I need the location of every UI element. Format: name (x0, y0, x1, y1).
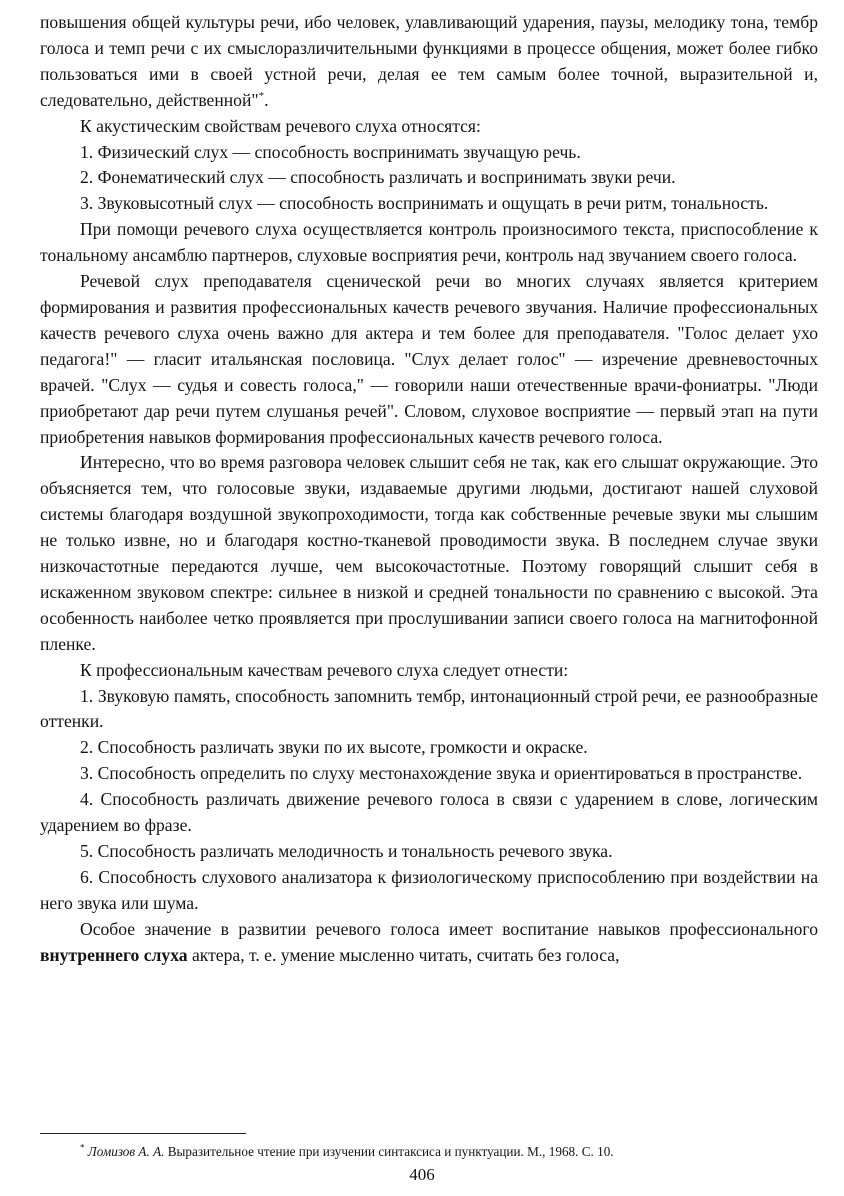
footnote (80, 1143, 820, 1160)
paragraph-last (40, 917, 818, 969)
paragraph: Речевой слух преподавателя сценической речи во многих случаях является критерием формирования и развития профессиональных качеств речевого звучания. Наличие профессиональных качеств речевого слуха очень важно для актера и тем более для преподавателя. "Голос делает ухо педагога!" — гласит итальянская пословица. "Слух делает голос" — изречение древневосточных врачей. "Слух — судья и совесть голоса," — говорили наши отечественные врачи-фониатры. "Люди приобретают дар речи путем слушанья речей". Словом, слуховое восприятие — первый этап на пути приобретения навыков формирования профессиональных качеств речевого голоса. (40, 271, 818, 447)
list-item: 5. Способность различать мелодичность и тональность речевого звука. (80, 841, 613, 861)
list-item: 2. Фонематический слух — способность различать и воспринимать звуки речи. (80, 167, 676, 188)
bold-term: внутреннего слуха (40, 944, 188, 965)
list-item: 3. Звуковысотный слух — способность воспринимать и ощущать в речи ритм, тональность. (80, 193, 769, 214)
paragraph: Интересно, что во время разговора человек слышит себя не так, как его слышат окружающие. Это объясняется тем, что голосовые звуки, издаваемые другими людьми, достигают нашей слуховой системы благодаря воздушной звукопроходимости, тогда как собственные речевые звуки мы слышим не только извне, но и благодаря костно-тканевой проводимости звука. В последнем случае звуки низкочастотные передаются лучше, чем высокочастотные. Поэтому говорящий слышит себя в искаженном звуковом спектре: сильнее в низкой и средней тональности по сравнению с высокой. Эта особенность наиболее четко проявляется при прослушивании записи своего голоса на магнитофонной пленке. (40, 452, 818, 654)
page-body (40, 10, 818, 969)
page-number: 406 (409, 1165, 435, 1184)
footnote-author: Ломизов А. А. (87, 1144, 165, 1159)
list-item: 2. Способность различать звуки по их высоте, громкости и окраске. (80, 737, 588, 758)
list-item: 4. Способность различать движение речевого голоса в связи с ударением в слове, логическим ударением во фразе. (40, 789, 818, 836)
footnote-reference: * (258, 89, 265, 102)
paragraph-text: актера, т. е. умение мысленно читать, считать без голоса, (187, 944, 620, 965)
paragraph-continuation: повышения общей культуры речи, ибо человек, улавливающий ударения, паузы, мелодику тона, тембр голоса и темп речи с их смыслоразличительными функциями в процессе общения, может более гибко пользоваться ими в своей устной речи, делая ее тем самым более точной, выразительной и, следовательно, действенной"*. (40, 12, 818, 110)
list-item: 6. Способность слухового анализатора к физиологическому приспособлению при воздействии на него звука или шума. (40, 866, 818, 913)
paragraph: К профессиональным качествам речевого слуха следует отнести: (80, 659, 569, 680)
paragraph: К акустическим свойствам речевого слуха относятся: (80, 115, 481, 136)
footnote-marker: * (80, 1142, 85, 1153)
list-item: 3. Способность определить по слуху местонахождение звука и ориентироваться в пространстве. (80, 763, 803, 784)
paragraph-text: Особое значение в развитии речевого голоса имеет воспитание навыков профессионального (80, 918, 818, 939)
footnote-divider (40, 1133, 246, 1134)
footnote-text: Выразительное чтение при изучении синтаксиса и пунктуации. М., 1968. С. 10. (164, 1144, 614, 1159)
paragraph-text: повышения общей культуры речи, ибо человек, улавливающий ударения, паузы, мелодику тона, тембр голоса и темп речи с их смыслоразличительными функциями в процессе общения, может более гибко пользоваться ими в своей устной речи, делая ее тем самым более точной, выразительной и, следовательно, действенной" (40, 12, 818, 110)
paragraph: При помощи речевого слуха осуществляется контроль произносимого текста, приспособление к тональному ансамблю партнеров, слуховые восприятия речи, контроль над звучанием своего голоса. (40, 219, 818, 266)
list-item: 1. Звуковую память, способность запомнить тембр, интонационный строй речи, ее разнообразные оттенки. (40, 685, 818, 732)
list-item: 1. Физический слух — способность воспринимать звучащую речь. (80, 141, 581, 162)
